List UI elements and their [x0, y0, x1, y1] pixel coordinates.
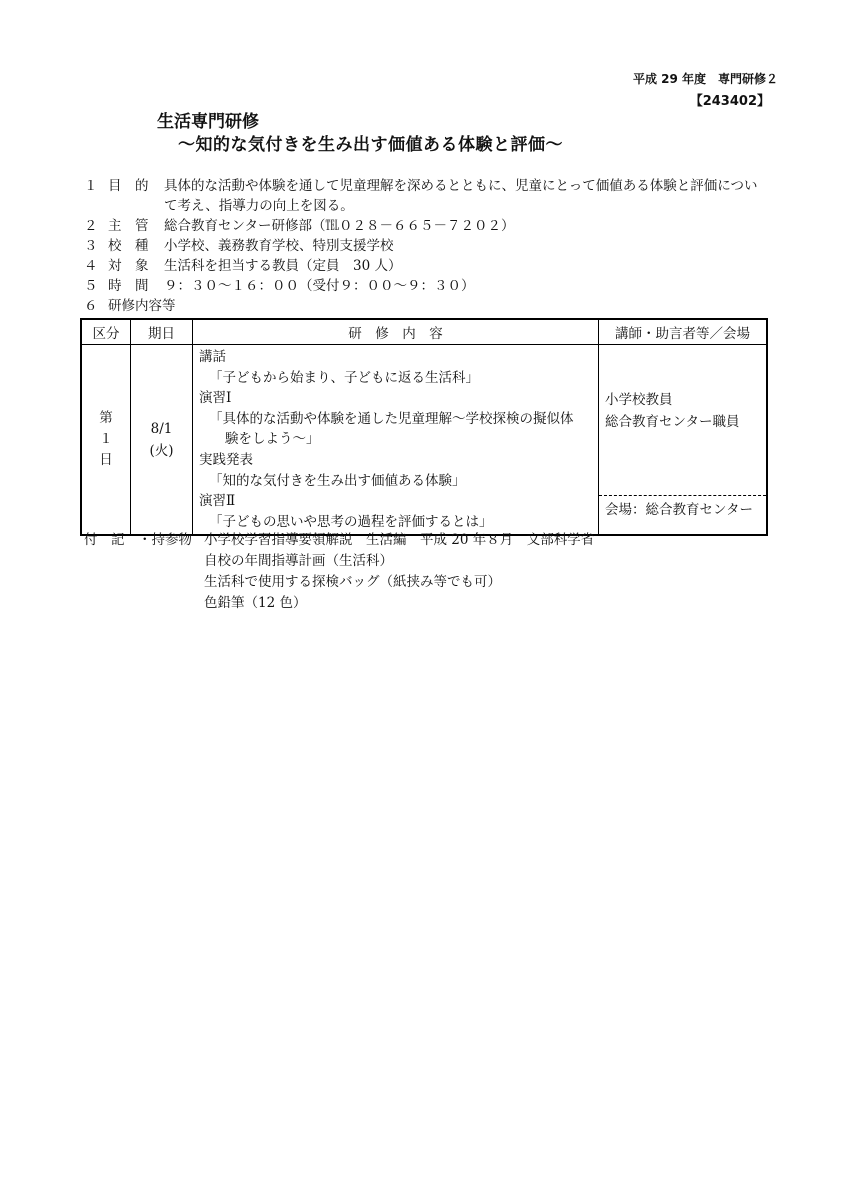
- item-time: [84, 276, 475, 296]
- kubun-char: 日: [99, 452, 113, 469]
- item-contents-heading: [84, 296, 176, 316]
- item-number: １: [84, 178, 98, 194]
- notes-label: 付 記 ・持参物: [84, 532, 192, 548]
- content-line: 「具体的な活動や体験を通した児童理解～学校探検の擬似体: [209, 410, 574, 427]
- item-label: 時 間: [108, 278, 149, 294]
- note-item: 生活科で使用する探検バッグ（紙挟み等でも可）: [204, 574, 501, 590]
- notes-list: [204, 530, 594, 614]
- col-header-date: 期日: [131, 319, 193, 345]
- item-target: [84, 256, 401, 276]
- cell-lecturer: [599, 345, 768, 536]
- note-item: 自校の年間指導計画（生活科）: [204, 553, 393, 569]
- content-line: 演習Ⅰ: [199, 390, 232, 407]
- table-header-row: [81, 319, 767, 345]
- note-item: 小学校学習指導要領解説 生活編 平成 20 年８月 文部科学省: [204, 532, 595, 548]
- item-number: ２: [84, 218, 98, 234]
- lecturer-item: 小学校教員: [605, 392, 673, 408]
- date-value: 8/1: [150, 420, 173, 437]
- page-subtitle: ～知的な気付きを生み出す価値ある体験と評価～: [178, 135, 563, 155]
- cell-kubun: [81, 345, 131, 536]
- content-line: 験をしよう～」: [225, 431, 320, 448]
- item-value: 具体的な活動や体験を通して児童理解を深めるとともに、児童にとって価値ある体験と評価につい: [164, 178, 758, 194]
- header-year-code: 平成 29 年度 専門研修２: [632, 72, 778, 86]
- item-organizer: [84, 216, 514, 236]
- item-number: ３: [84, 238, 98, 254]
- col-header-lecturer: 講師・助言者等／会場: [599, 319, 768, 345]
- kubun-char: 第: [99, 410, 113, 427]
- content-line: 演習Ⅱ: [199, 493, 236, 510]
- item-value: ９：３０～１６：００（受付９：００～９：３０）: [164, 278, 475, 294]
- item-label: 校 種: [108, 238, 149, 254]
- item-purpose: [84, 176, 757, 196]
- col-header-kubun: 区分: [81, 319, 131, 345]
- item-number: ４: [84, 258, 98, 274]
- content-line: 実践発表: [199, 451, 253, 468]
- schedule-table: [80, 318, 768, 536]
- item-label: 目 的: [108, 178, 149, 194]
- table-row: [81, 345, 767, 536]
- item-label: 対 象: [108, 258, 149, 274]
- item-label: 主 管: [108, 218, 149, 234]
- lecturer-list: [599, 345, 766, 495]
- kubun-char: １: [99, 431, 113, 448]
- content-list: [193, 345, 598, 534]
- item-value: 生活科を担当する教員（定員 30 人）: [164, 258, 402, 274]
- content-line: 「子どもから始まり、子どもに返る生活科」: [209, 369, 479, 386]
- cell-content: [193, 345, 599, 536]
- col-header-content: 研 修 内 容: [193, 319, 599, 345]
- page-title: 生活専門研修: [157, 112, 259, 132]
- note-item: 色鉛筆（12 色）: [204, 595, 307, 611]
- item-value: 総合教育センター研修部（℡０２８－６６５－７２０２）: [164, 218, 515, 234]
- lecturer-item: 総合教育センター職員: [605, 414, 740, 430]
- item-number: ５: [84, 278, 98, 294]
- cell-date: [131, 345, 193, 536]
- content-line: 「知的な気付きを生み出す価値ある体験」: [209, 472, 466, 489]
- item-value: 小学校、義務教育学校、特別支援学校: [164, 238, 394, 254]
- item-label: 研修内容等: [108, 298, 176, 314]
- item-number: ６: [84, 298, 98, 314]
- content-line: 講話: [199, 349, 226, 365]
- item-school-type: [84, 236, 394, 256]
- item-purpose-cont: て考え、指導力の向上を図る。: [164, 198, 354, 214]
- venue: 会場：総合教育センター: [599, 495, 766, 524]
- weekday-value: (火): [149, 442, 174, 459]
- course-id: 【243402】: [689, 94, 770, 109]
- content-line: 「子どもの思いや思考の過程を評価するとは」: [209, 513, 493, 530]
